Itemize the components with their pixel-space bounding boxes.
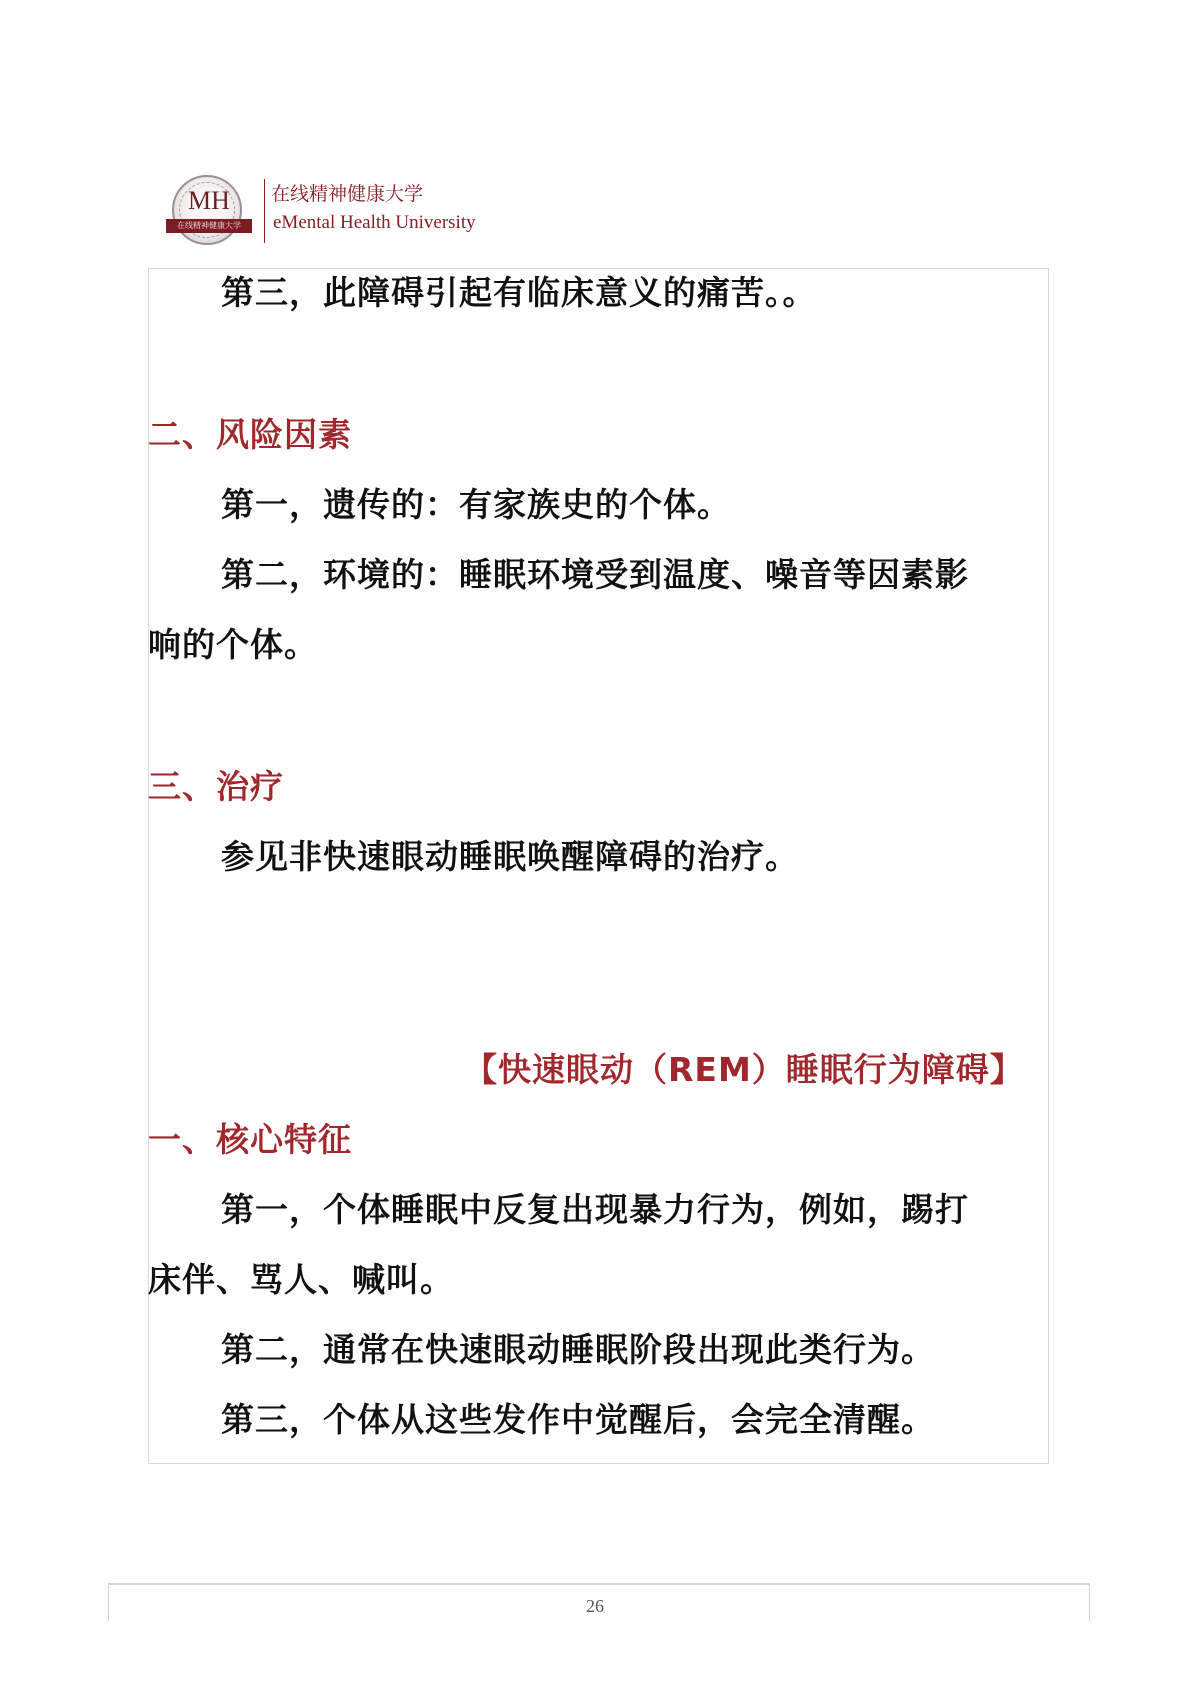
logo-divider — [264, 179, 265, 243]
logo-ribbon: 在线精神健康大学 — [166, 219, 252, 233]
page-number: 26 — [586, 1596, 604, 1616]
heading-treatment: 三、治疗 — [148, 767, 284, 806]
heading-core-features: 一、核心特征 — [148, 1120, 352, 1159]
paragraph: 第三，个体从这些发作中觉醒后，会完全清醒。 — [221, 1400, 935, 1439]
paragraph: 第一，遗传的：有家族史的个体。 — [221, 485, 731, 524]
paragraph: 第一，个体睡眠中反复出现暴力行为，例如，踢打 — [221, 1190, 969, 1229]
logo-mark: MH — [188, 186, 230, 215]
paragraph-continuation: 床伴、骂人、喊叫。 — [148, 1260, 454, 1299]
footer-rule — [108, 1583, 1090, 1585]
org-name-en: eMental Health University — [273, 212, 476, 233]
org-name-cn: 在线精神健康大学 — [271, 183, 424, 205]
paragraph: 参见非快速眼动睡眠唤醒障碍的治疗。 — [221, 837, 799, 876]
paragraph: 第三，此障碍引起有临床意义的痛苦。。 — [221, 273, 817, 312]
paragraph-continuation: 响的个体。 — [148, 625, 318, 664]
section-title: 【快速眼动（REM）睡眠行为障碍】 — [464, 1050, 1024, 1089]
logo-seal — [172, 175, 242, 245]
paragraph: 第二，通常在快速眼动睡眠阶段出现此类行为。 — [221, 1330, 935, 1369]
heading-risk-factors: 二、风险因素 — [148, 415, 352, 454]
paragraph: 第二，环境的：睡眠环境受到温度、噪音等因素影 — [221, 555, 969, 594]
